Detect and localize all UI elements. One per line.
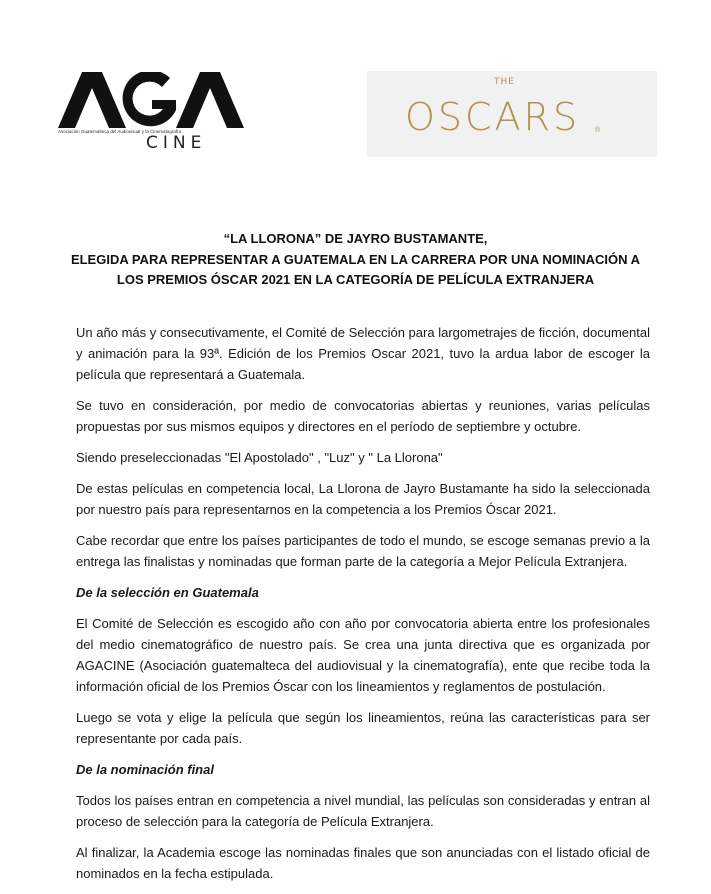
paragraph-8: Todos los países entran en competencia a nivel mundial, las películas son consideradas y entran al proceso de selección para la categoría de Película Extranjera. — [76, 793, 650, 829]
aga-cine-text: CINE — [146, 133, 207, 153]
aga-letters-logo — [58, 72, 244, 128]
paragraph-2: Se tuvo en consideración, por medio de convocatorias abiertas y reuniones, varias películas propuestas por sus mismos equipos y directores en el período de septiembre y octubre. — [76, 398, 650, 434]
section-heading-selection: De la selección en Guatemala — [76, 585, 259, 600]
oscars-trademark: ® — [595, 127, 601, 134]
aga-subtitle: Asociación Guatemalteca del Audiovisual y la Cinematografía — [58, 129, 181, 134]
oscars-word-text: OSCARS — [405, 95, 581, 139]
paragraph-5: Cabe recordar que entre los países participantes de todo el mundo, se escoge semanas previo a la entrega las finalistas y nominadas que forman parte de la categoría a Mejor Película Extranjera. — [76, 533, 650, 569]
paragraph-3: Siendo preseleccionadas "El Apostolado" , "Luz" y " La Llorona" — [76, 450, 443, 465]
paragraph-4: De estas películas en competencia local, La Llorona de Jayro Bustamante ha sido la seleccionada por nuestro país para representarnos en la competencia a los Premios Óscar 2021. — [76, 481, 650, 517]
paragraph-6: El Comité de Selección es escogido año con año por convocatoria abierta entre los profesionales del medio cinematográfico de nuestro país. Se crea una junta directiva que es organizada por AGACINE (Asociación guatemalteca del audiovisual y la cinematografía), ente que recibe toda la información oficial de los Premios Óscar con los lineamientos y reglamentos de postulación. — [76, 616, 650, 694]
title-line-1: “LA LLORONA” DE JAYRO BUSTAMANTE, — [223, 231, 488, 246]
paragraph-7: Luego se vota y elige la película que según los lineamientos, reúna las características para ser representante por cada país. — [76, 710, 650, 746]
paragraph-9: Al finalizar, la Academia escoge las nominadas finales que son anunciadas con el listado oficial de nominados en la fecha estipulada. — [76, 845, 650, 881]
paragraph-1: Un año más y consecutivamente, el Comité de Selección para largometrajes de ficción, documental y animación para la 93ª. Edición de los Premios Oscar 2021, tuvo la ardua labor de escoger la película que representará a Guatemala. — [76, 325, 650, 382]
title-line-2: ELEGIDA PARA REPRESENTAR A GUATEMALA EN LA CARRERA POR UNA NOMINACIÓN A — [70, 251, 641, 267]
oscars-the-text: THE — [494, 77, 515, 87]
document-body — [76, 322, 650, 894]
section-heading-nomination: De la nominación final — [76, 762, 214, 777]
title-line-3: LOS PREMIOS ÓSCAR 2021 EN LA CATEGORÍA DE PELÍCULA EXTRANJERA — [116, 272, 595, 287]
oscars-logo — [367, 71, 657, 157]
document-title — [40, 229, 671, 291]
aga-cine-logo — [58, 72, 244, 152]
